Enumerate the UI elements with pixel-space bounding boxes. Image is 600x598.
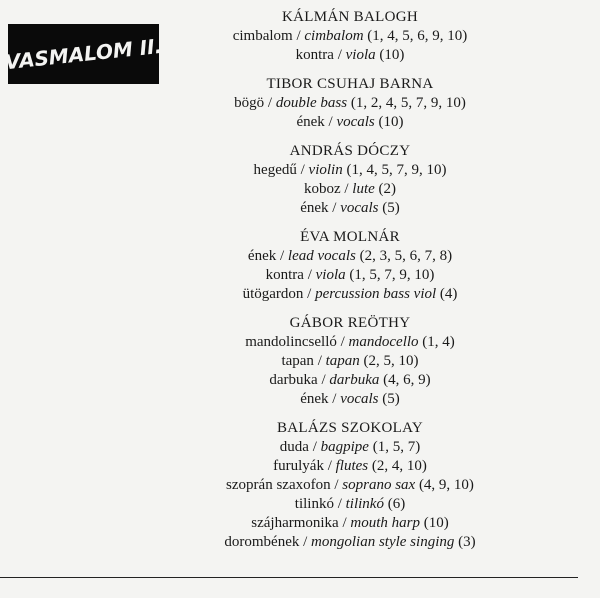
instrument-english: mouth harp [350,515,420,531]
track-numbers: (1, 5, 7, 9, 10) [349,267,435,283]
instrument-hungarian: ütögardon [242,286,304,302]
instrument-english: soprano sax [342,477,416,493]
instrument-hungarian: dorombének [224,534,300,550]
instrument-english: bagpipe [320,439,369,455]
track-numbers: (1, 2, 4, 5, 7, 9, 10) [350,95,466,111]
track-numbers: (2, 3, 5, 6, 7, 8) [359,248,453,264]
instrument-hungarian: kontra [295,47,334,63]
instrument-line [150,352,550,371]
instrument-line [150,438,550,457]
musician-name: GÁBOR REÖTHY [289,315,411,331]
track-numbers: (4, 9, 10) [418,477,474,493]
track-numbers: (1, 4) [422,334,455,350]
instrument-hungarian: furulyák [273,458,324,474]
track-numbers: (4) [439,286,458,302]
separator: / [296,162,309,178]
separator: / [303,267,316,283]
instrument-line [150,180,550,199]
instrument-hungarian: kontra [265,267,304,283]
musician-credits [150,8,550,562]
separator: / [276,248,288,264]
track-numbers: (4, 6, 9) [383,372,431,388]
instrument-hungarian: tapan [281,353,314,369]
instrument-english: darbuka [329,372,380,388]
instrument-line [150,533,550,552]
instrument-english: lute [352,181,375,197]
instrument-line [150,94,550,113]
separator: / [323,458,336,474]
instrument-line [150,285,550,304]
track-numbers: (10) [378,114,404,130]
musician-block [150,75,550,132]
instrument-line [150,113,550,132]
instrument-hungarian: duda [279,439,309,455]
track-numbers: (6) [387,496,406,512]
separator: / [336,334,349,350]
instrument-english: viola [315,267,346,283]
instrument-hungarian: mandolincselló [245,334,337,350]
musician-block [150,142,550,218]
instrument-english: flutes [335,458,369,474]
musician-name: TIBOR CSUHAJ BARNA [266,76,434,92]
instrument-english: cimbalom [304,28,364,44]
track-numbers: (1, 4, 5, 7, 9, 10) [346,162,447,178]
instrument-english: viola [345,47,376,63]
musician-name: BALÁZS SZOKOLAY [276,420,424,436]
separator: / [333,47,346,63]
instrument-english: vocals [340,391,379,407]
instrument-hungarian: bögö [234,95,265,111]
instrument-line [150,46,550,65]
track-numbers: (2, 4, 10) [371,458,427,474]
instrument-english: violin [308,162,343,178]
instrument-hungarian: ének [296,114,325,130]
instrument-hungarian: ének [300,200,329,216]
separator: / [308,439,321,455]
track-numbers: (2) [378,181,397,197]
track-numbers: (10) [423,515,449,531]
instrument-line [150,199,550,218]
instrument-english: double bass [275,95,348,111]
instrument-hungarian: cimbalom [232,28,293,44]
instrument-line [150,161,550,180]
separator: / [333,496,346,512]
instrument-english: mongolian style singing [311,534,455,550]
instrument-english: tilinkó [345,496,384,512]
track-numbers: (5) [382,391,400,407]
musician-name: KÁLMÁN BALOGH [282,9,418,25]
separator: / [303,286,316,302]
instrument-line [150,266,550,285]
separator: / [328,200,341,216]
instrument-hungarian: darbuka [269,372,318,388]
track-numbers: (10) [379,47,405,63]
bottom-rule [0,577,578,578]
instrument-hungarian: szájharmonika [251,515,339,531]
musician-name: ANDRÁS DÓCZY [289,143,411,159]
instrument-english: vocals [336,114,375,130]
separator: / [340,181,353,197]
musician-block [150,419,550,552]
instrument-english: mandocello [348,334,419,350]
instrument-line [150,514,550,533]
separator: / [292,28,305,44]
instrument-line [150,457,550,476]
track-numbers: (5) [382,200,400,216]
instrument-hungarian: szoprán szaxofon [226,477,331,493]
instrument-line [150,495,550,514]
separator: / [338,515,351,531]
track-numbers: (2, 5, 10) [363,353,419,369]
instrument-hungarian: tilinkó [294,496,334,512]
track-numbers: (3) [458,534,476,550]
instrument-line [150,371,550,390]
separator: / [330,477,343,493]
separator: / [317,372,330,388]
track-numbers: (1, 4, 5, 6, 9, 10) [367,28,468,44]
instrument-line [150,27,550,46]
separator: / [264,95,276,111]
musician-block [150,228,550,304]
separator: / [328,391,341,407]
track-numbers: (1, 5, 7) [372,439,421,455]
musician-block [150,8,550,65]
instrument-line [150,333,550,352]
instrument-hungarian: ének [247,248,277,264]
instrument-english: percussion bass viol [315,286,437,302]
instrument-english: vocals [340,200,379,216]
instrument-hungarian: hegedű [253,162,297,178]
album-logo [3,24,164,84]
instrument-english: tapan [325,353,360,369]
separator: / [313,353,326,369]
instrument-hungarian: koboz [303,181,341,197]
instrument-line [150,476,550,495]
album-logo-text: VASMALOM II. [3,33,164,75]
instrument-english: lead vocals [287,248,356,264]
musician-block [150,314,550,409]
musician-name: ÉVA MOLNÁR [300,229,400,245]
instrument-line [150,247,550,266]
instrument-line [150,390,550,409]
instrument-hungarian: ének [300,391,329,407]
separator: / [324,114,337,130]
separator: / [299,534,312,550]
